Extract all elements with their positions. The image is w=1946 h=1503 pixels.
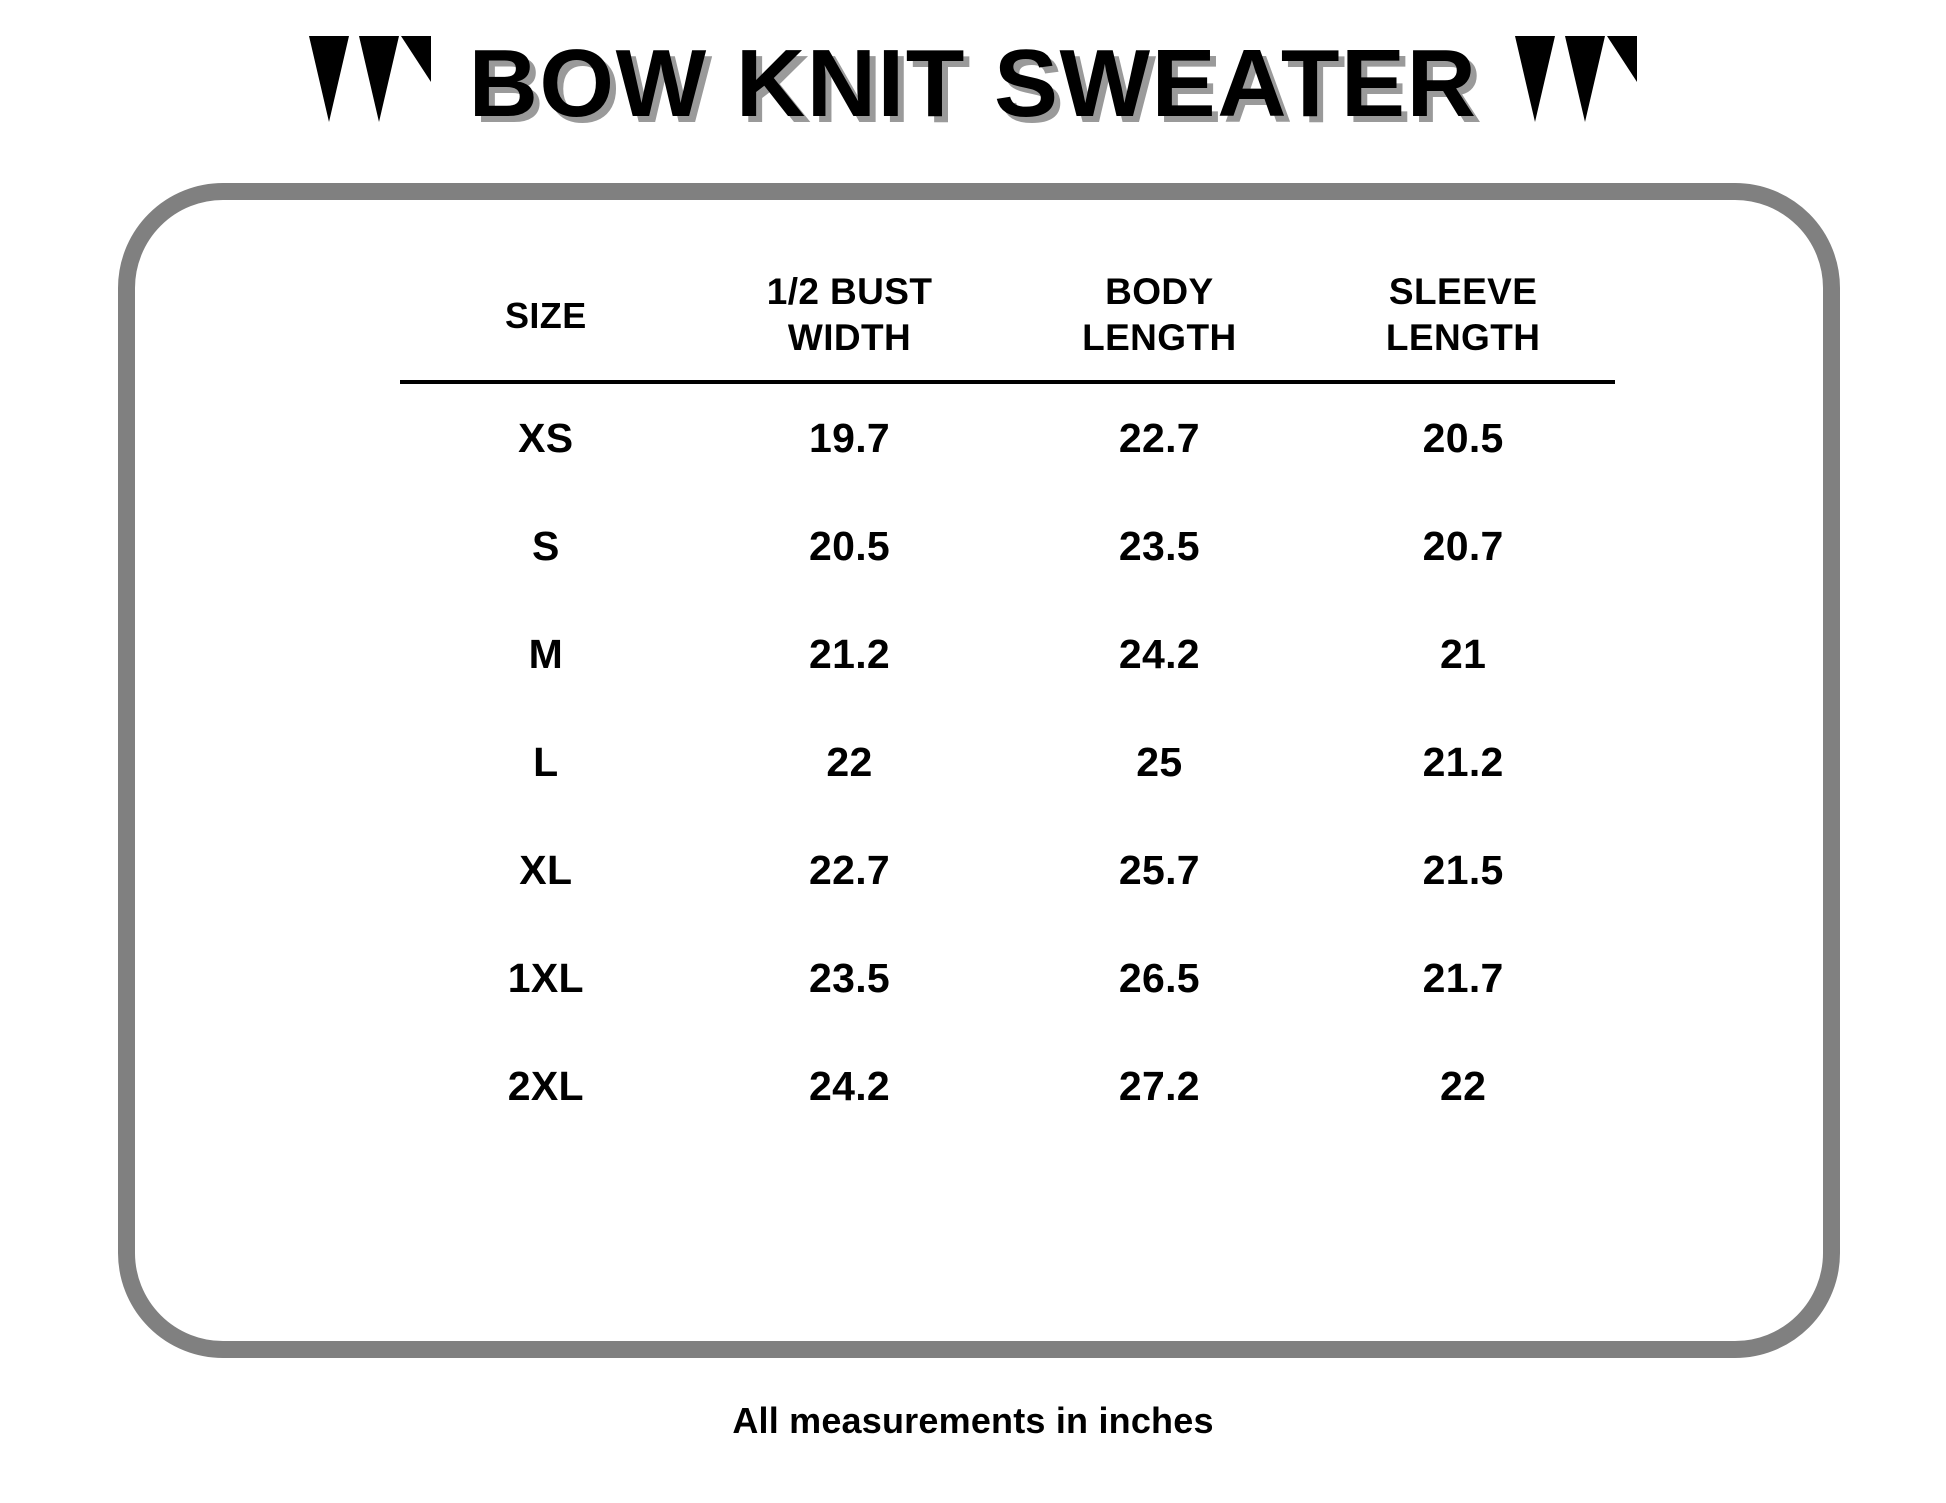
cell-size: 1XL bbox=[507, 954, 584, 1001]
cell-body-length: 25 bbox=[1136, 738, 1183, 785]
cell-sleeve-length: 21 bbox=[1440, 630, 1487, 677]
size-table bbox=[400, 255, 1615, 1140]
cell-size: M bbox=[528, 630, 564, 677]
cell-size: XS bbox=[518, 414, 574, 461]
brand-logo-icon-left bbox=[305, 30, 435, 138]
measurement-units-note: All measurements in inches bbox=[732, 1400, 1214, 1441]
cell-bust-width: 19.7 bbox=[809, 414, 891, 461]
column-header-bust-line2: WIDTH bbox=[787, 317, 912, 359]
cell-sleeve-length: 22 bbox=[1440, 1062, 1487, 1109]
cell-sleeve-length: 21.5 bbox=[1422, 846, 1504, 893]
table-row bbox=[400, 1032, 1615, 1140]
table-row bbox=[400, 382, 1615, 492]
cell-bust-width: 24.2 bbox=[809, 1062, 891, 1109]
table-row bbox=[400, 600, 1615, 708]
cell-bust-width: 22.7 bbox=[809, 846, 891, 893]
column-header-body-length bbox=[1007, 255, 1311, 382]
cell-body-length: 27.2 bbox=[1118, 1062, 1200, 1109]
column-header-body-line1: BODY bbox=[1105, 271, 1214, 312]
page-title: BOW KNIT SWEATER bbox=[468, 30, 1478, 137]
column-header-sleeve-length bbox=[1311, 255, 1615, 382]
cell-body-length: 26.5 bbox=[1118, 954, 1200, 1001]
column-header-bust-line1: 1/2 BUST bbox=[766, 271, 933, 312]
cell-bust-width: 21.2 bbox=[809, 630, 891, 677]
column-header-size-line1: SIZE bbox=[504, 294, 587, 336]
size-table-header bbox=[400, 255, 1615, 382]
table-row bbox=[400, 492, 1615, 600]
size-table-body bbox=[400, 382, 1615, 1140]
table-row bbox=[400, 816, 1615, 924]
cell-body-length: 22.7 bbox=[1118, 414, 1200, 461]
cell-body-length: 25.7 bbox=[1118, 846, 1200, 893]
cell-size: 2XL bbox=[507, 1062, 584, 1109]
column-header-sleeve-line1: SLEEVE bbox=[1388, 271, 1538, 312]
cell-sleeve-length: 21.2 bbox=[1422, 738, 1504, 785]
cell-body-length: 24.2 bbox=[1118, 630, 1200, 677]
cell-bust-width: 22 bbox=[826, 738, 873, 785]
size-chart-card bbox=[118, 183, 1840, 1358]
cell-size: L bbox=[533, 738, 559, 785]
cell-size: XL bbox=[519, 846, 573, 893]
column-header-bust-width bbox=[692, 255, 1008, 382]
cell-body-length: 23.5 bbox=[1118, 522, 1200, 569]
cell-sleeve-length: 20.5 bbox=[1422, 414, 1504, 461]
cell-sleeve-length: 21.7 bbox=[1422, 954, 1504, 1001]
page-header bbox=[0, 0, 1946, 140]
column-header-sleeve-line2: LENGTH bbox=[1385, 317, 1541, 359]
brand-logo-icon-right bbox=[1511, 30, 1641, 138]
cell-bust-width: 23.5 bbox=[809, 954, 891, 1001]
table-header-row bbox=[400, 255, 1615, 382]
table-row bbox=[400, 708, 1615, 816]
size-table-wrapper bbox=[400, 255, 1615, 1140]
table-row bbox=[400, 924, 1615, 1032]
column-header-body-line2: LENGTH bbox=[1082, 317, 1237, 359]
column-header-size bbox=[400, 255, 692, 382]
cell-sleeve-length: 20.7 bbox=[1422, 522, 1504, 569]
cell-size: S bbox=[531, 522, 560, 569]
cell-bust-width: 20.5 bbox=[809, 522, 891, 569]
